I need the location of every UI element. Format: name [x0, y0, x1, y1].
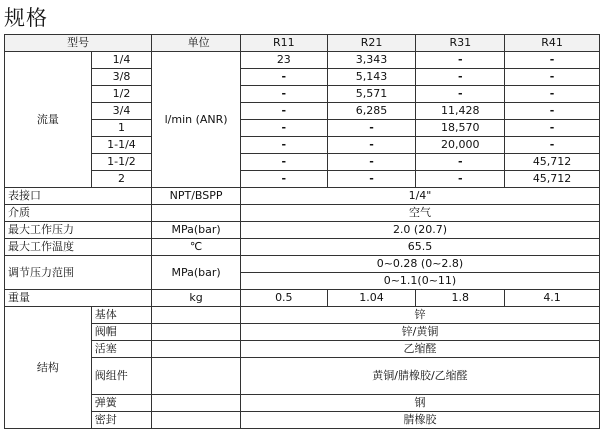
weight-value: 4.1 — [505, 290, 600, 307]
gauge-port-label: 表接口 — [5, 188, 152, 205]
flow-value: 5,571 — [327, 86, 416, 103]
medium-row — [5, 205, 600, 222]
flow-value: - — [416, 69, 505, 86]
flow-size: 3/8 — [91, 69, 152, 86]
flow-row — [5, 52, 600, 69]
weight-value: 0.5 — [240, 290, 327, 307]
flow-size: 1-1/4 — [91, 137, 152, 154]
flow-value: - — [240, 137, 327, 154]
flow-value: - — [416, 171, 505, 188]
flow-value: - — [240, 171, 327, 188]
header-model-r21: R21 — [327, 35, 416, 52]
flow-value: - — [327, 171, 416, 188]
adj-range-row — [5, 256, 600, 273]
structure-material: 锌/黄铜 — [240, 324, 599, 341]
structure-row — [5, 307, 600, 324]
flow-value: - — [240, 69, 327, 86]
structure-material: 锌 — [240, 307, 599, 324]
max-temp-label: 最大工作温度 — [5, 239, 152, 256]
flow-size: 1/4 — [91, 52, 152, 69]
gauge-port-row — [5, 188, 600, 205]
header-row — [5, 35, 600, 52]
gauge-port-unit: NPT/BSPP — [152, 188, 241, 205]
structure-part: 弹簧 — [91, 395, 152, 412]
adj-range-unit: MPa(bar) — [152, 256, 241, 290]
flow-value: 5,143 — [327, 69, 416, 86]
flow-value: - — [416, 52, 505, 69]
medium-value: 空气 — [240, 205, 599, 222]
medium-unit — [152, 205, 241, 222]
spec-table — [4, 34, 600, 429]
gauge-port-value: 1/4" — [240, 188, 599, 205]
header-model: 型号 — [5, 35, 152, 52]
medium-label: 介质 — [5, 205, 152, 222]
flow-value: - — [416, 154, 505, 171]
adj-range-value-2: 0~1.1(0~11) — [240, 273, 599, 290]
flow-unit: l/min (ANR) — [152, 52, 241, 188]
structure-material: 腈橡胶 — [240, 412, 599, 429]
flow-row — [5, 120, 600, 137]
max-pressure-unit: MPa(bar) — [152, 222, 241, 239]
flow-size: 1-1/2 — [91, 154, 152, 171]
weight-value: 1.8 — [416, 290, 505, 307]
flow-value: 18,570 — [416, 120, 505, 137]
structure-part: 阀组件 — [91, 358, 152, 395]
adj-range-value-1: 0~0.28 (0~2.8) — [240, 256, 599, 273]
max-pressure-value: 2.0 (20.7) — [240, 222, 599, 239]
structure-material: 黄铜/腈橡胶/乙缩醛 — [240, 358, 599, 395]
structure-part: 密封 — [91, 412, 152, 429]
weight-value: 1.04 — [327, 290, 416, 307]
flow-value: - — [505, 137, 600, 154]
flow-value: 6,285 — [327, 103, 416, 120]
flow-value: 23 — [240, 52, 327, 69]
flow-row — [5, 137, 600, 154]
header-model-r11: R11 — [240, 35, 327, 52]
structure-row — [5, 412, 600, 429]
adj-range-label: 调节压力范围 — [5, 256, 152, 290]
flow-label: 流量 — [5, 52, 92, 188]
flow-value: - — [240, 154, 327, 171]
header-model-r41: R41 — [505, 35, 600, 52]
header-unit: 单位 — [152, 35, 241, 52]
flow-value: 45,712 — [505, 171, 600, 188]
page-title: 规格 — [4, 6, 48, 30]
max-temp-unit: ℃ — [152, 239, 241, 256]
flow-value: - — [505, 86, 600, 103]
structure-material: 乙缩醛 — [240, 341, 599, 358]
header-model-r31: R31 — [416, 35, 505, 52]
flow-value: - — [240, 103, 327, 120]
flow-row — [5, 154, 600, 171]
max-pressure-row — [5, 222, 600, 239]
flow-size: 1 — [91, 120, 152, 137]
weight-label: 重量 — [5, 290, 152, 307]
flow-value: - — [327, 137, 416, 154]
structure-row — [5, 395, 600, 412]
weight-row — [5, 290, 600, 307]
structure-part: 阀帽 — [91, 324, 152, 341]
structure-part: 活塞 — [91, 341, 152, 358]
flow-size: 3/4 — [91, 103, 152, 120]
flow-value: - — [240, 86, 327, 103]
structure-row — [5, 358, 600, 395]
flow-size: 1/2 — [91, 86, 152, 103]
flow-value: - — [416, 86, 505, 103]
flow-value: - — [505, 69, 600, 86]
flow-value: 45,712 — [505, 154, 600, 171]
flow-value: 3,343 — [327, 52, 416, 69]
weight-unit: kg — [152, 290, 241, 307]
flow-size: 2 — [91, 171, 152, 188]
flow-value: - — [327, 154, 416, 171]
flow-value: 20,000 — [416, 137, 505, 154]
structure-label: 结构 — [5, 307, 92, 429]
flow-value: - — [505, 103, 600, 120]
structure-row — [5, 341, 600, 358]
flow-row — [5, 103, 600, 120]
max-pressure-label: 最大工作压力 — [5, 222, 152, 239]
flow-row — [5, 86, 600, 103]
flow-value: - — [505, 52, 600, 69]
structure-material: 钢 — [240, 395, 599, 412]
flow-row — [5, 171, 600, 188]
flow-value: 11,428 — [416, 103, 505, 120]
max-temp-value: 65.5 — [240, 239, 599, 256]
flow-value: - — [240, 120, 327, 137]
structure-row — [5, 324, 600, 341]
flow-row — [5, 69, 600, 86]
max-temp-row — [5, 239, 600, 256]
flow-value: - — [327, 120, 416, 137]
structure-part: 基体 — [91, 307, 152, 324]
flow-value: - — [505, 120, 600, 137]
